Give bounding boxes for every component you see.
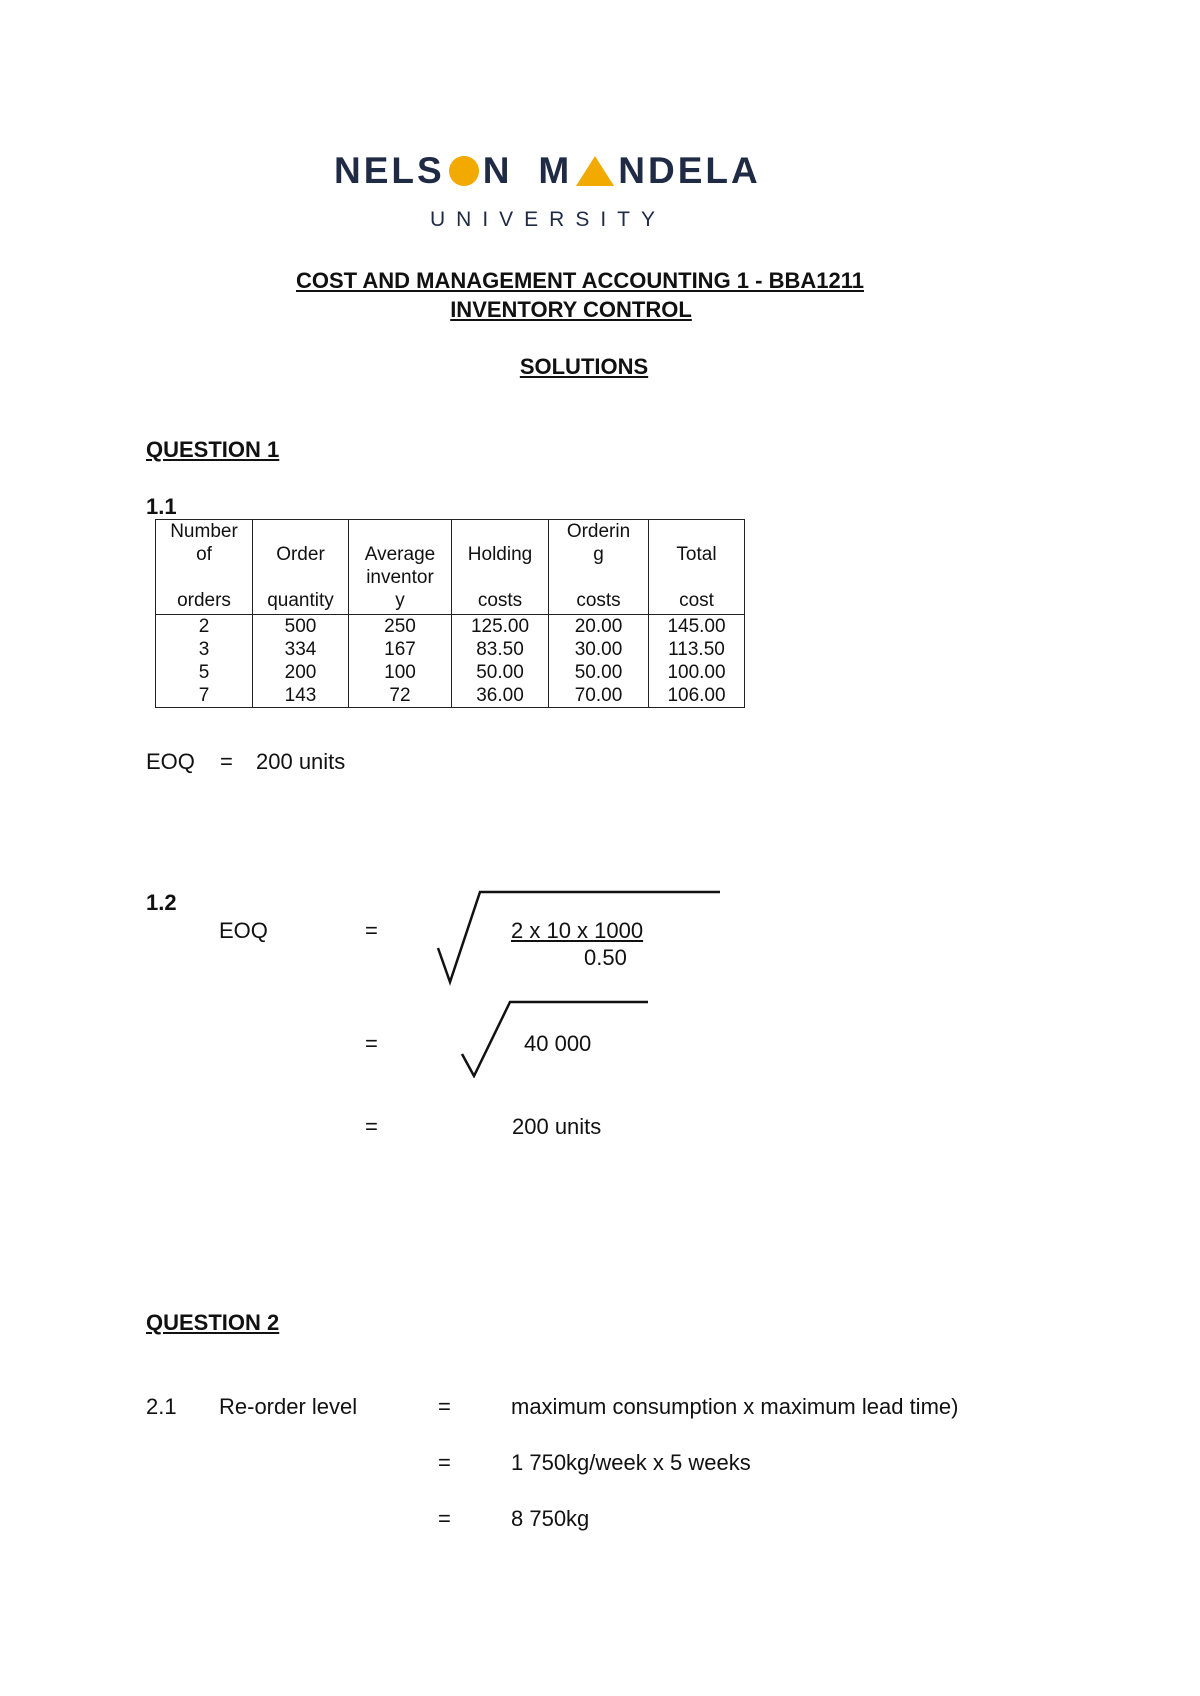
table-header-row — [156, 520, 745, 615]
reorder-equals-2: = — [438, 1450, 451, 1475]
course-title: COST AND MANAGEMENT ACCOUNTING 1 - BBA1211 — [296, 268, 864, 293]
formula-denominator: 0.50 — [584, 945, 627, 970]
header-order-quantity: Order quantity — [253, 520, 349, 615]
part-1-2-label: 1.2 — [146, 890, 177, 915]
topic-title: INVENTORY CONTROL — [450, 297, 692, 322]
cell-orders: 7 — [156, 684, 253, 708]
cell-average-inventory: 100 — [349, 661, 452, 684]
inventory-table — [155, 519, 745, 708]
table-row — [156, 638, 745, 661]
cell-ordering-costs: 20.00 — [549, 615, 649, 639]
formula-eoq-label: EOQ — [219, 918, 268, 943]
cell-total-cost: 145.00 — [649, 615, 745, 639]
part-1-1-label: 1.1 — [146, 494, 177, 519]
logo-text-n: N — [482, 150, 513, 191]
cell-total-cost: 113.50 — [649, 638, 745, 661]
cell-total-cost: 106.00 — [649, 684, 745, 708]
reorder-level-label: Re-order level — [219, 1394, 358, 1419]
cell-holding-costs: 36.00 — [452, 684, 549, 708]
header-holding-costs: Holding costs — [452, 520, 549, 615]
cell-quantity: 500 — [253, 615, 349, 639]
table-row — [156, 684, 745, 708]
formula-numerator: 2 x 10 x 1000 — [511, 918, 644, 943]
university-logo — [334, 150, 761, 192]
reorder-equals-1: = — [438, 1394, 451, 1419]
reorder-line-2: 1 750kg/week x 5 weeks — [511, 1450, 751, 1475]
eoq-equals: = — [220, 749, 233, 774]
logo-text-ndela: NDELA — [618, 150, 761, 191]
cell-ordering-costs: 50.00 — [549, 661, 649, 684]
cell-orders: 3 — [156, 638, 253, 661]
cell-holding-costs: 83.50 — [452, 638, 549, 661]
header-average-inventory: Average inventor y — [349, 520, 452, 615]
solutions-title: SOLUTIONS — [519, 354, 649, 379]
header-total-cost: Total cost — [649, 520, 745, 615]
formula-equals-2: = — [365, 1031, 378, 1056]
reorder-equals-3: = — [438, 1506, 451, 1531]
logo-text-m: M — [538, 150, 573, 191]
logo-subtitle: UNIVERSITY — [430, 208, 667, 231]
formula-equals-1: = — [365, 918, 378, 943]
cell-orders: 2 — [156, 615, 253, 639]
header-number-of-orders: Number of orders — [156, 520, 253, 615]
cell-holding-costs: 50.00 — [452, 661, 549, 684]
cell-average-inventory: 167 — [349, 638, 452, 661]
eoq-label: EOQ — [146, 749, 195, 774]
cell-quantity: 143 — [253, 684, 349, 708]
formula-result: 200 units — [512, 1114, 602, 1139]
reorder-line-3: 8 750kg — [511, 1506, 590, 1531]
logo-triangle-icon — [576, 156, 614, 186]
table-row — [156, 661, 745, 684]
formula-equals-3: = — [365, 1114, 378, 1139]
cell-quantity: 200 — [253, 661, 349, 684]
cell-total-cost: 100.00 — [649, 661, 745, 684]
cell-ordering-costs: 70.00 — [549, 684, 649, 708]
logo-circle-icon — [449, 156, 479, 186]
reorder-line-1: maximum consumption x maximum lead time) — [511, 1394, 959, 1419]
question2-title: QUESTION 2 — [146, 1310, 280, 1335]
cell-average-inventory: 250 — [349, 615, 452, 639]
cell-average-inventory: 72 — [349, 684, 452, 708]
table-row — [156, 615, 745, 639]
cell-orders: 5 — [156, 661, 253, 684]
cell-quantity: 334 — [253, 638, 349, 661]
eoq-value: 200 units — [256, 749, 346, 774]
part-2-1-label: 2.1 — [146, 1394, 177, 1419]
formula-root-value: 40 000 — [524, 1031, 592, 1056]
logo-text-nels: NELS — [334, 150, 445, 191]
question1-title: QUESTION 1 — [146, 437, 280, 462]
cell-holding-costs: 125.00 — [452, 615, 549, 639]
cell-ordering-costs: 30.00 — [549, 638, 649, 661]
header-ordering-costs: Orderin g costs — [549, 520, 649, 615]
